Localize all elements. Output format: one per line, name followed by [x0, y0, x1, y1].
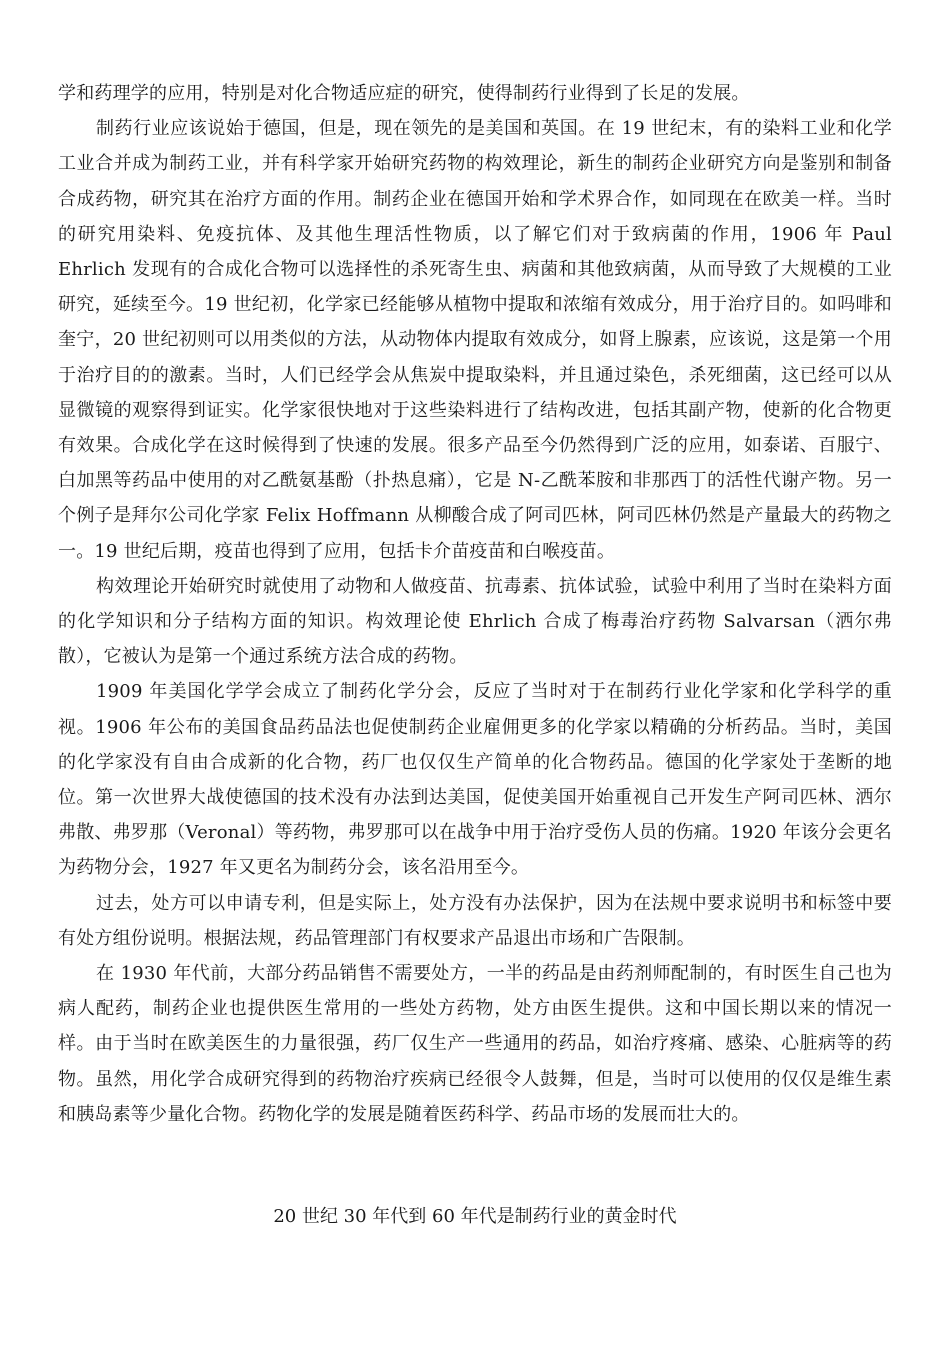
- document-body: [58, 76, 892, 1132]
- paragraph-pre-1930: 在 1930 年代前，大部分药品销售不需要处方，一半的药品是由药剂师配制的，有时医生自己也为病人配药，制药企业也提供医生常用的一些处方药物，处方由医生提供。这和中国长期以来的情况一样。由于当时在欧美医生的力量很强，药厂仅生产一些通用的药品，如治疗疼痛、感染、心脏病等的药物。虽然，用化学合成研究得到的药物治疗疾病已经很令人鼓舞，但是，当时可以使用的仅仅是维生素和胰岛素等少量化合物。药物化学的发展是随着医药科学、药品市场的发展而壮大的。: [58, 963, 892, 1125]
- paragraph-continuation: 学和药理学的应用，特别是对化合物适应症的研究，使得制药行业得到了长足的发展。: [58, 83, 750, 104]
- paragraph-acs-division: 1909 年美国化学学会成立了制药化学分会，反应了当时对于在制药行业化学家和化学科学的重视。1906 年公布的美国食品药品法也促使制药企业雇佣更多的化学家以精确的分析药品。当时，美国的化学家没有自由合成新的化合物，药厂也仅仅生产简单的化合物药品。德国的化学家处于垄断的地位。第一次世界大战使德国的技术没有办法到达美国，促使美国开始重视自己开发生产阿司匹林、洒尔弗散、弗罗那（Veronal）等药物，弗罗那可以在战争中用于治疗受伤人员的伤痛。1920 年该分会更名为药物分会，1927 年又更名为制药分会，该名沿用至今。: [58, 681, 892, 879]
- paragraph-german-origins: 制药行业应该说始于德国，但是，现在领先的是美国和英国。在 19 世纪末，有的染料工业和化学工业合并成为制药工业，并有科学家开始研究药物的构效理论，新生的制药企业研究方向是鉴别和制备合成药物，研究其在治疗方面的作用。制药企业在德国开始和学术界合作，如同现在在欧美一样。当时的研究用染料、免疫抗体、及其他生理活性物质，以了解它们对于致病菌的作用，1906 年 Paul Ehrlich 发现有的合成化合物可以选择性的杀死寄生虫、病菌和其他致病菌，从而导致了大规模的工业研究，延续至今。19 世纪初，化学家已经能够从植物中提取和浓缩有效成分，用于治疗目的。如吗啡和奎宁，20 世纪初则可以用类似的方法，从动物体内提取有效成分，如肾上腺素，应该说，这是第一个用于治疗目的的激素。当时，人们已经学会从焦炭中提取染料，并且通过染色，杀死细菌，这已经可以从显微镜的观察得到证实。化学家很快地对于这些染料进行了结构改进，包括其副产物，使新的化合物更有效果。合成化学在这时候得到了快速的发展。很多产品至今仍然得到广泛的应用，如泰诺、百服宁、白加黑等药品中使用的对乙酰氨基酚（扑热息痛），它是 N-乙酰苯胺和非那西丁的活性代谢产物。另一个例子是拜尔公司化学家 Felix Hoffmann 从柳酸合成了阿司匹林，阿司匹林仍然是产量最大的药物之一。19 世纪后期，疫苗也得到了应用，包括卡介苗疫苗和白喉疫苗。: [58, 118, 892, 562]
- paragraph-structure-activity: 构效理论开始研究时就使用了动物和人做疫苗、抗毒素、抗体试验，试验中利用了当时在染料方面的化学知识和分子结构方面的知识。构效理论使 Ehrlich 合成了梅毒治疗药物 Salvarsan（洒尔弗散），它被认为是第一个通过系统方法合成的药物。: [58, 575, 892, 668]
- paragraph-prescriptions-patent: 过去，处方可以申请专利，但是实际上，处方没有办法保护，因为在法规中要求说明书和标签中要有处方组份说明。根据法规，药品管理部门有权要求产品退出市场和广告限制。: [58, 892, 892, 949]
- section-heading: 20 世纪 30 年代到 60 年代是制药行业的黄金时代: [273, 1206, 677, 1227]
